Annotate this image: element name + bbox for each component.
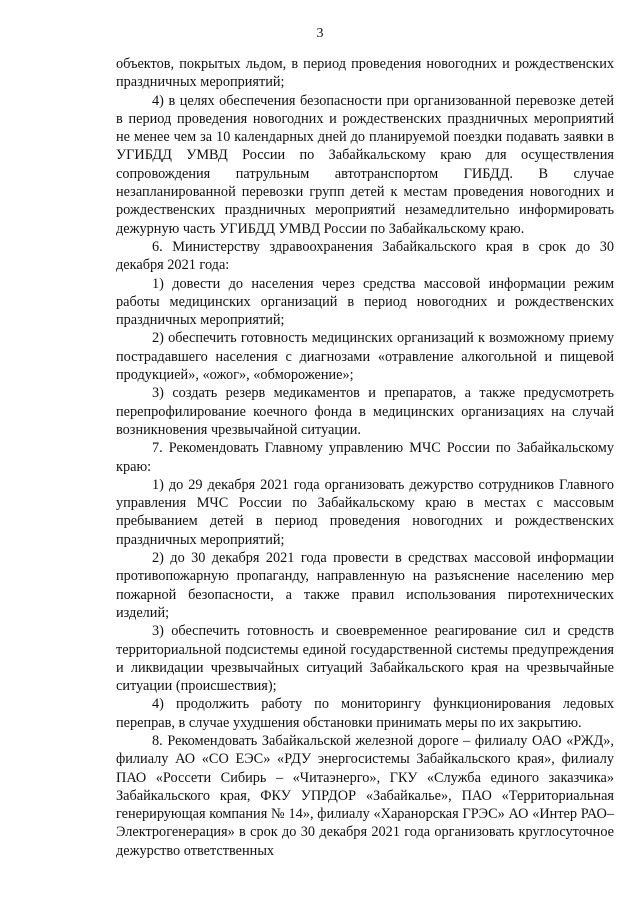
page-number: 3	[316, 26, 324, 41]
paragraph-section-8: 8. Рекомендовать Забайкальской железной дороге – филиалу ОАО «РЖД», филиалу АО «СО ЕЭС» «РДУ энергосистемы Забайкальского края», филиалу ПАО «Россети Сибирь – «Читаэнерго», ГКУ «Служба единого заказчика» Забайкальского края, ФКУ УПРДОР «Забайкалье», ПАО «Территориальная генерирующая компания № 14», филиалу «Харанорская ГРЭС» АО «Интер РАО–Электрогенерация» в срок до 30 декабря 2021 года организовать круглосуточное дежурство ответственных	[116, 732, 614, 859]
paragraph-section-6: 6. Министерству здравоохранения Забайкальского края в срок до 30 декабря 2021 года:	[116, 238, 614, 274]
paragraph-item-4-transport: 4) в целях обеспечения безопасности при организованной перевозке детей в период проведения новогодних и рождественских праздничных мероприятий не менее чем за 10 календарных дней до планируемой поездки подавать заявки в УГИБДД УМВД России по Забайкальскому краю для осуществления сопровождения патрульным автотранспортом ГИБДД. В случае незапланированной перевозки групп детей к местам проведения новогодних и рождественских праздничных мероприятий незамедлительно информировать дежурную часть УГИБДД УМВД России по Забайкальскому краю.	[116, 92, 614, 237]
paragraph-6-item-2: 2) обеспечить готовность медицинских организаций к возможному приему пострадавшего населения с диагнозами «отравление алкогольной и пищевой продукцией», «ожог», «обморожение»;	[116, 330, 614, 384]
paragraph-7-item-2: 2) до 30 декабря 2021 года провести в средствах массовой информации противопожарную пропаганду, направленную на разъяснение населению мер пожарной безопасности, а также правил использования пиротехнических изделий;	[116, 550, 614, 621]
document-body	[116, 55, 614, 860]
paragraph-6-item-1: 1) довести до населения через средства массовой информации режим работы медицинских организаций в период новогодних и рождественских праздничных мероприятий;	[116, 275, 614, 329]
paragraph-6-item-3: 3) создать резерв медикаментов и препаратов, а также предусмотреть перепрофилирование коечного фонда в медицинских организациях на случай возникновения чрезвычайной ситуации.	[116, 385, 614, 438]
paragraph-7-item-1: 1) до 29 декабря 2021 года организовать дежурство сотрудников Главного управления МЧС России по Забайкальскому краю в местах с массовым пребыванием детей в период проведения новогодних и рождественских праздничных мероприятий;	[116, 476, 614, 548]
paragraph-continuation: объектов, покрытых льдом, в период проведения новогодних и рождественских праздничных мероприятий;	[116, 56, 614, 91]
paragraph-section-7: 7. Рекомендовать Главному управлению МЧС России по Забайкальскому краю:	[116, 440, 614, 475]
paragraph-7-item-3: 3) обеспечить готовность и своевременное реагирование сил и средств территориальной подсистемы единой государственной системы предупреждения и ликвидации чрезвычайных ситуаций Забайкальского края на чрезвычайные ситуации (происшествия);	[116, 623, 614, 695]
paragraph-7-item-4: 4) продолжить работу по мониторингу функционирования ледовых переправ, в случае ухудшения обстановки принимать меры по их закрытию.	[116, 696, 614, 731]
